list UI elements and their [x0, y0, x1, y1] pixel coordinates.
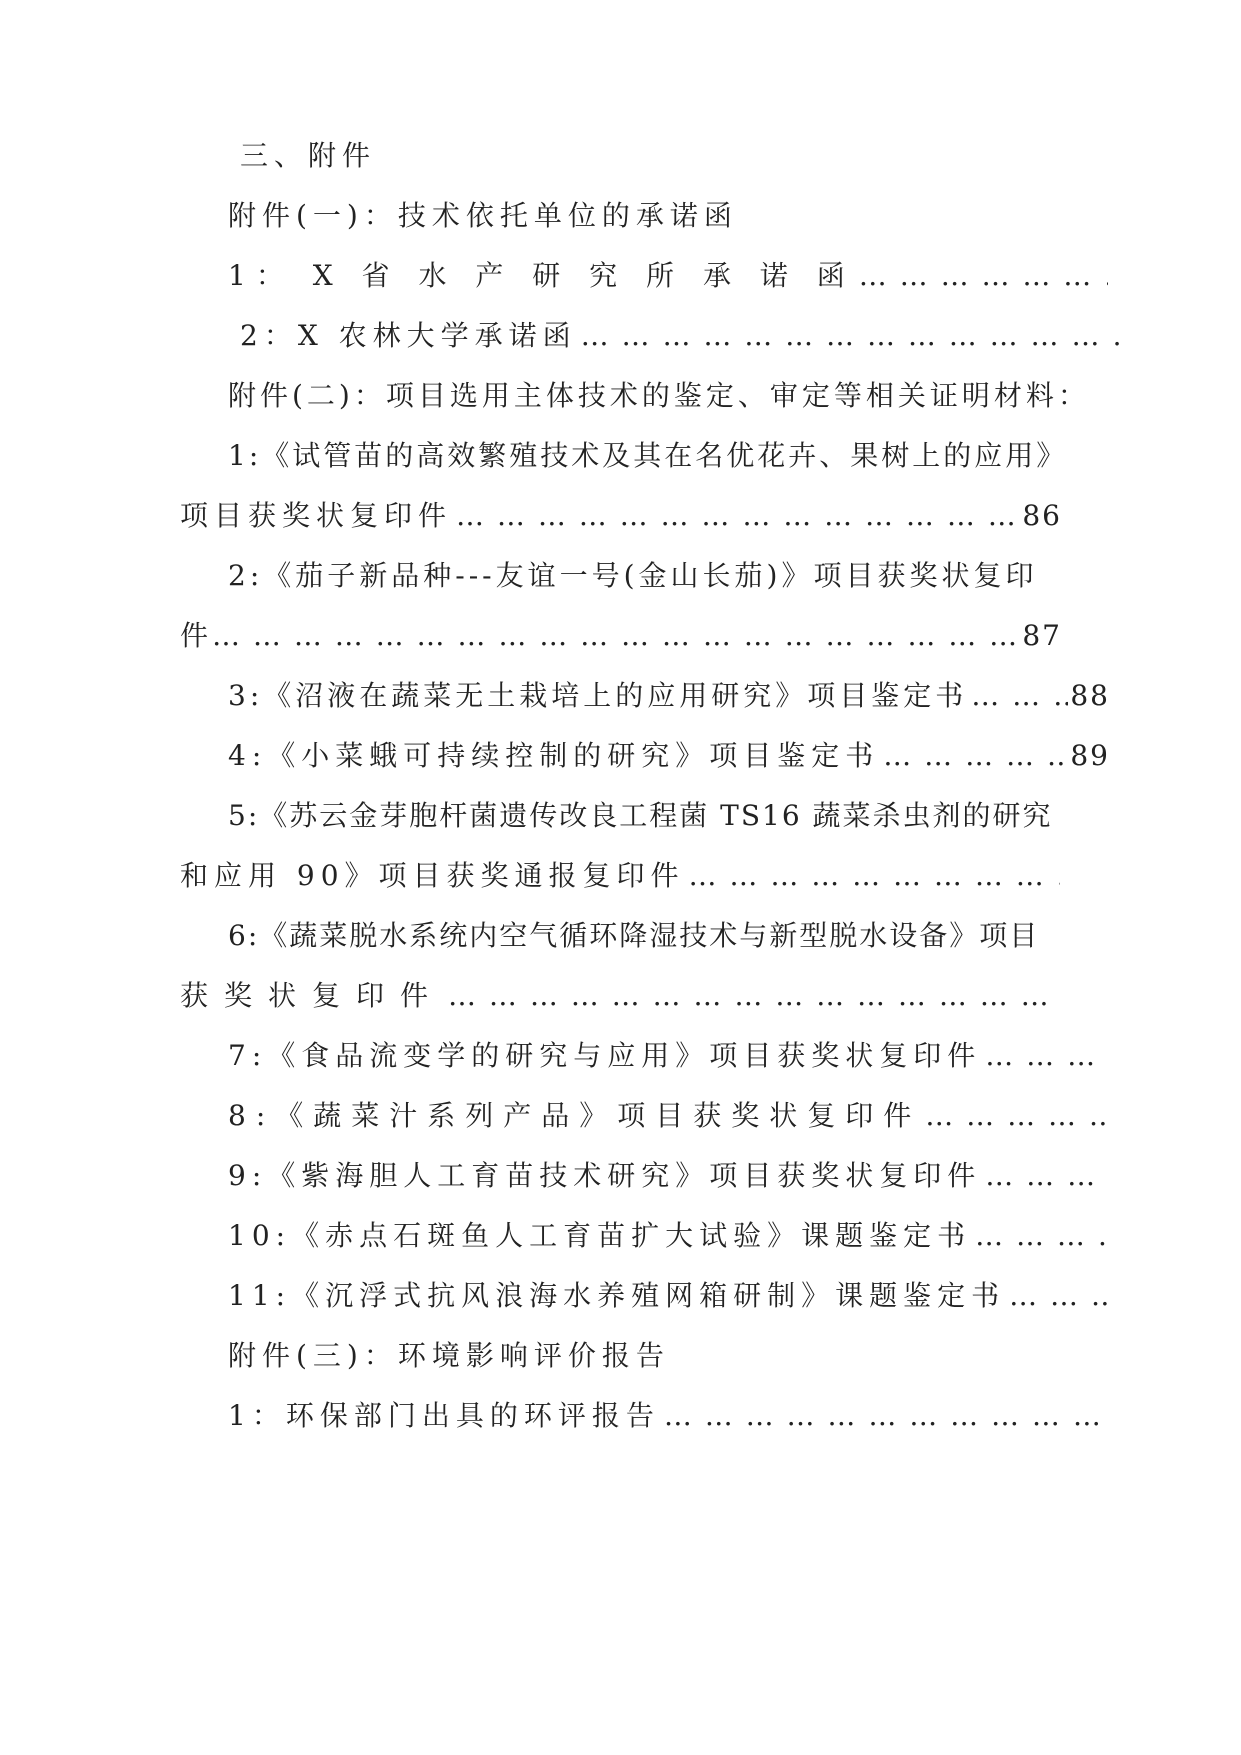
toc-entry-text: 4:《小菜蛾可持续控制的研究》项目鉴定书	[228, 739, 880, 772]
toc-entry-continuation	[180, 856, 1062, 896]
toc-entry-continuation	[180, 496, 1062, 536]
toc-entry	[180, 916, 1110, 956]
toc-entry	[180, 1396, 1110, 1436]
dot-leader	[212, 616, 1020, 656]
page-number: 86	[1022, 499, 1062, 532]
toc-entry-continuation	[180, 976, 1062, 1016]
toc-entry	[180, 676, 1110, 716]
toc-entry-continuation	[180, 616, 1062, 656]
dot-leader	[689, 856, 1060, 896]
toc-entry	[180, 556, 1110, 596]
toc-entry-text: 7:《食品流变学的研究与应用》项目获奖状复印件	[228, 1039, 982, 1072]
toc-entry	[180, 1036, 1110, 1076]
toc-entry-text: 2：X 农林大学承诺函	[240, 319, 577, 352]
toc-entry-text: 项目获奖状复印件	[180, 499, 453, 532]
page-number: 87	[1022, 619, 1062, 652]
attachment-group-heading	[180, 196, 1110, 236]
heading-text: 三、附件	[240, 139, 377, 172]
toc-entry	[180, 316, 1122, 356]
toc-entry	[180, 256, 1110, 296]
dot-leader	[448, 976, 1060, 1016]
dot-leader	[859, 256, 1108, 296]
toc-entry-text: 2:《茄子新品种---友谊一号(金山长茄)》项目获奖状复印	[228, 559, 1038, 592]
attachment-group-heading	[180, 376, 1110, 416]
dot-leader	[985, 1156, 1108, 1196]
dot-leader	[985, 1036, 1108, 1076]
dot-leader	[971, 676, 1068, 716]
section-heading	[180, 136, 1122, 176]
page-number: 88	[1070, 679, 1110, 712]
group-heading-text: 附件(二)：项目选用主体技术的鉴定、审定等相关证明材料：	[228, 379, 1090, 412]
toc-entry-text: 6:《蔬菜脱水系统内空气循环降湿技术与新型脱水设备》项目	[228, 919, 1040, 952]
toc-entry-text: 1：环保部门出具的环评报告	[228, 1399, 660, 1432]
dot-leader	[1009, 1276, 1108, 1316]
dot-leader	[664, 1396, 1108, 1436]
toc-entry-text: 10:《赤点石斑鱼人工育苗扩大试验》课题鉴定书	[228, 1219, 972, 1252]
toc-entry	[180, 1216, 1110, 1256]
toc-entry	[180, 736, 1110, 776]
toc-entry-text: 3:《沼液在蔬菜无土栽培上的应用研究》项目鉴定书	[228, 679, 968, 712]
page-number: 89	[1070, 739, 1110, 772]
toc-entry	[180, 1096, 1110, 1136]
toc-entry-text: 1:《试管苗的高效繁殖技术及其在名优花卉、果树上的应用》	[228, 439, 1068, 472]
toc-entry-text: 和应用 90》项目获奖通报复印件	[180, 859, 685, 892]
dot-leader	[975, 1216, 1108, 1256]
toc-entry-text: 1： X 省 水 产 研 究 所 承 诺 函	[228, 259, 855, 292]
toc-entry-text: 9:《紫海胆人工育苗技术研究》项目获奖状复印件	[228, 1159, 982, 1192]
toc-entry-text: 11:《沉浮式抗风浪海水养殖网箱研制》课题鉴定书	[228, 1279, 1006, 1312]
toc-entry	[180, 436, 1110, 476]
toc-entry	[180, 1156, 1110, 1196]
dot-leader	[883, 736, 1068, 776]
dot-leader	[456, 496, 1020, 536]
group-heading-text: 附件(一)：技术依托单位的承诺函	[228, 199, 738, 232]
toc-entry-text: 获奖状复印件	[180, 979, 445, 1012]
group-heading-text: 附件(三)：环境影响评价报告	[228, 1339, 670, 1372]
dot-leader	[581, 316, 1120, 356]
toc-entry	[180, 1276, 1110, 1316]
toc-entry-text: 5:《苏云金芽胞杆菌遗传改良工程菌 TS16 蔬菜杀虫剂的研究	[228, 799, 1053, 832]
dot-leader	[925, 1096, 1108, 1136]
attachment-group-heading	[180, 1336, 1110, 1376]
toc-entry	[180, 796, 1110, 836]
toc-entry-text: 件	[180, 619, 209, 652]
toc-entry-text: 8:《蔬菜汁系列产品》项目获奖状复印件	[228, 1099, 922, 1132]
